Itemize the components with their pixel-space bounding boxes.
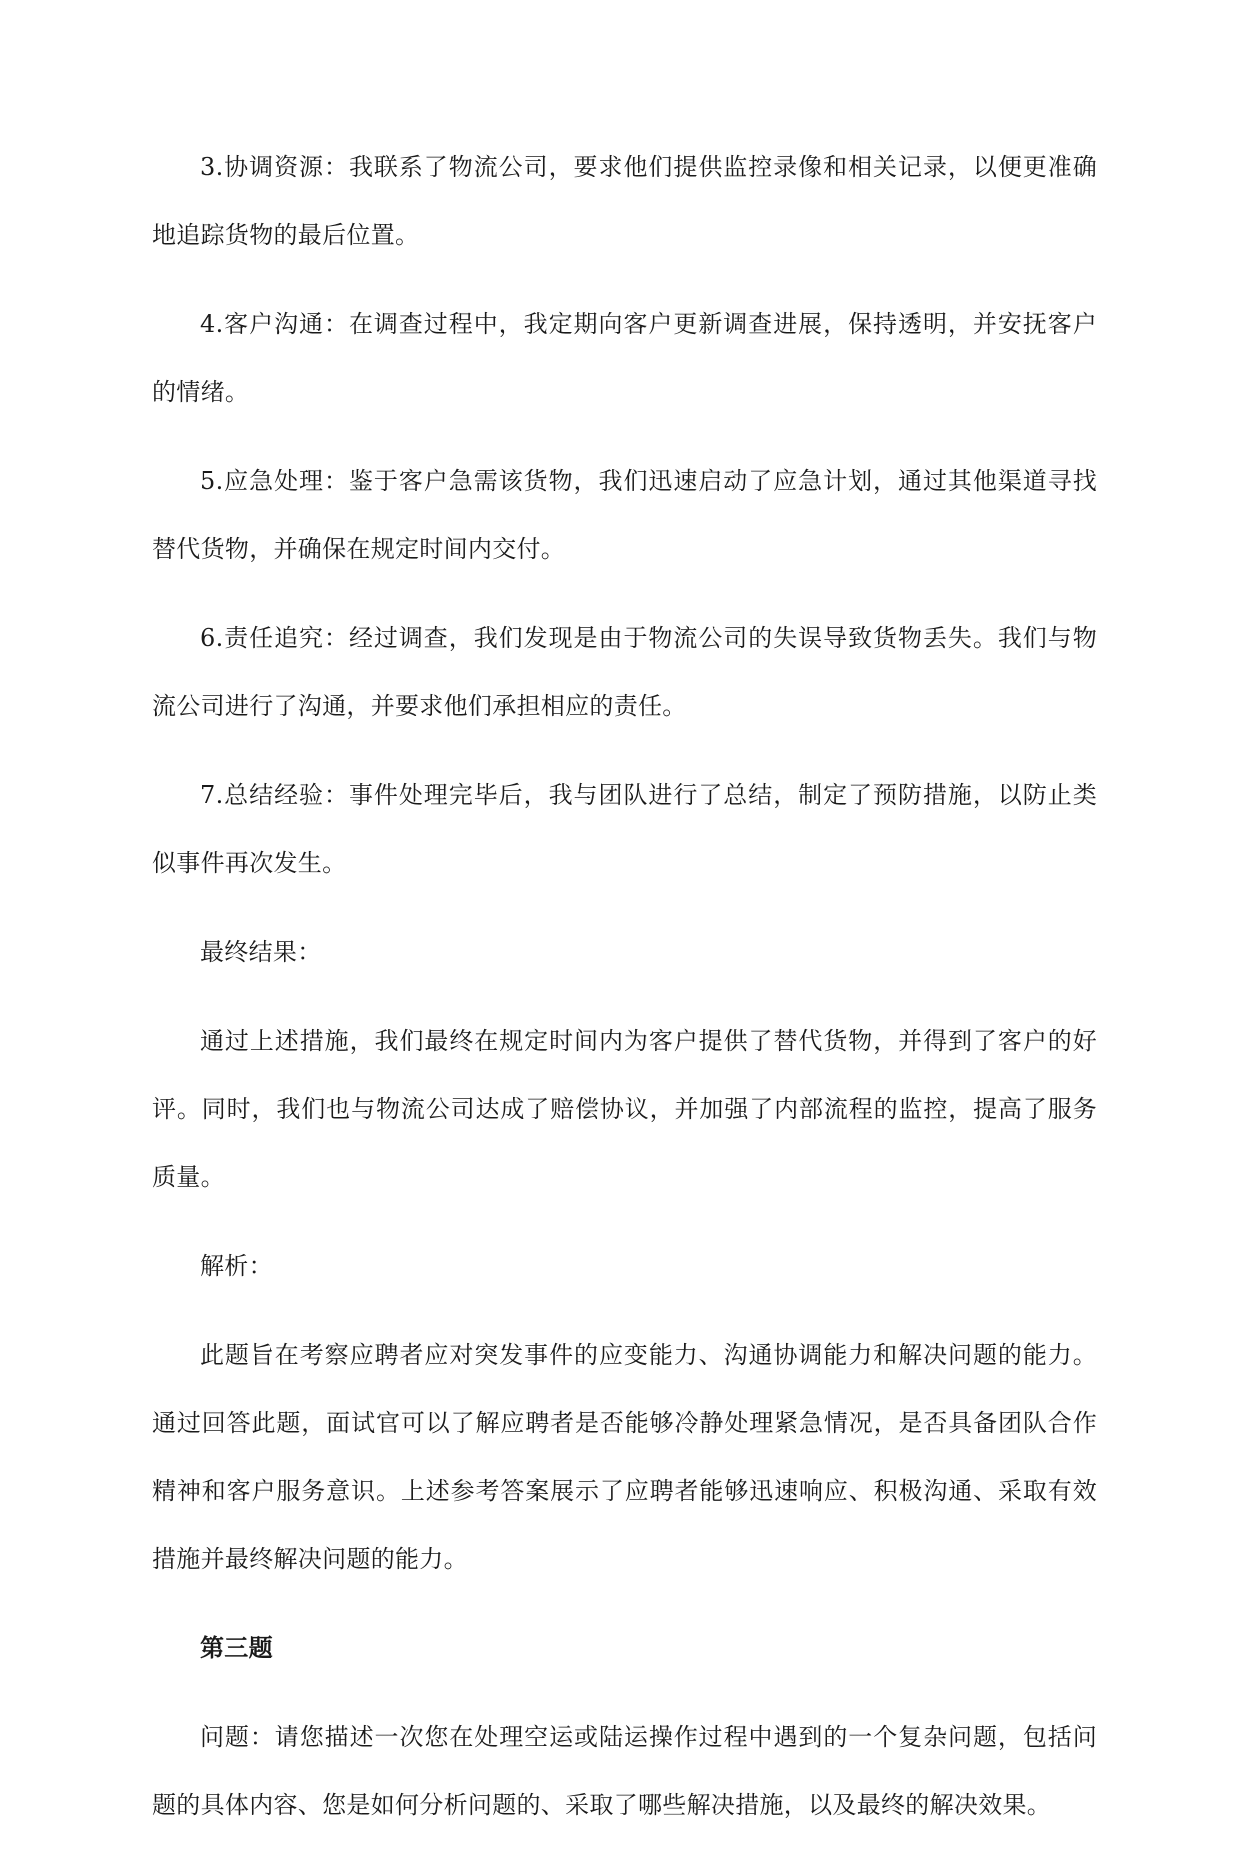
paragraph-lessons-learned: 7.总结经验：事件处理完毕后，我与团队进行了总结，制定了预防措施，以防止类似事件再次发生。 [152,781,1097,877]
paragraph-question: 问题：请您描述一次您在处理空运或陆运操作过程中遇到的一个复杂问题，包括问题的具体内容、您是如何分析问题的、采取了哪些解决措施，以及最终的解决效果。 [152,1723,1097,1819]
paragraph-analysis: 此题旨在考察应聘者应对突发事件的应变能力、沟通协调能力和解决问题的能力。通过回答此题，面试官可以了解应聘者是否能够冷静处理紧急情况，是否具备团队合作精神和客户服务意识。上述参考答案展示了应聘者能够迅速响应、积极沟通、采取有效措施并最终解决问题的能力。 [152,1341,1097,1573]
document-body [152,133,1097,1860]
final-result-label: 最终结果： [200,938,322,966]
paragraph-final-result: 通过上述措施，我们最终在规定时间内为客户提供了替代货物，并得到了客户的好评。同时，我们也与物流公司达成了赔偿协议，并加强了内部流程的监控，提高了服务质量。 [152,1027,1097,1191]
paragraph-emergency-handling: 5.应急处理：鉴于客户急需该货物，我们迅速启动了应急计划，通过其他渠道寻找替代货物，并确保在规定时间内交付。 [152,467,1097,563]
analysis-label: 解析： [200,1252,273,1280]
paragraph-coordinate-resources: 3.协调资源：我联系了物流公司，要求他们提供监控录像和相关记录，以便更准确地追踪货物的最后位置。 [152,153,1097,249]
paragraph-customer-communication: 4.客户沟通：在调查过程中，我定期向客户更新调查进展，保持透明，并安抚客户的情绪。 [152,310,1097,406]
paragraph-accountability: 6.责任追究：经过调查，我们发现是由于物流公司的失误导致货物丢失。我们与物流公司进行了沟通，并要求他们承担相应的责任。 [152,624,1097,720]
section-title: 第三题 [200,1634,273,1662]
